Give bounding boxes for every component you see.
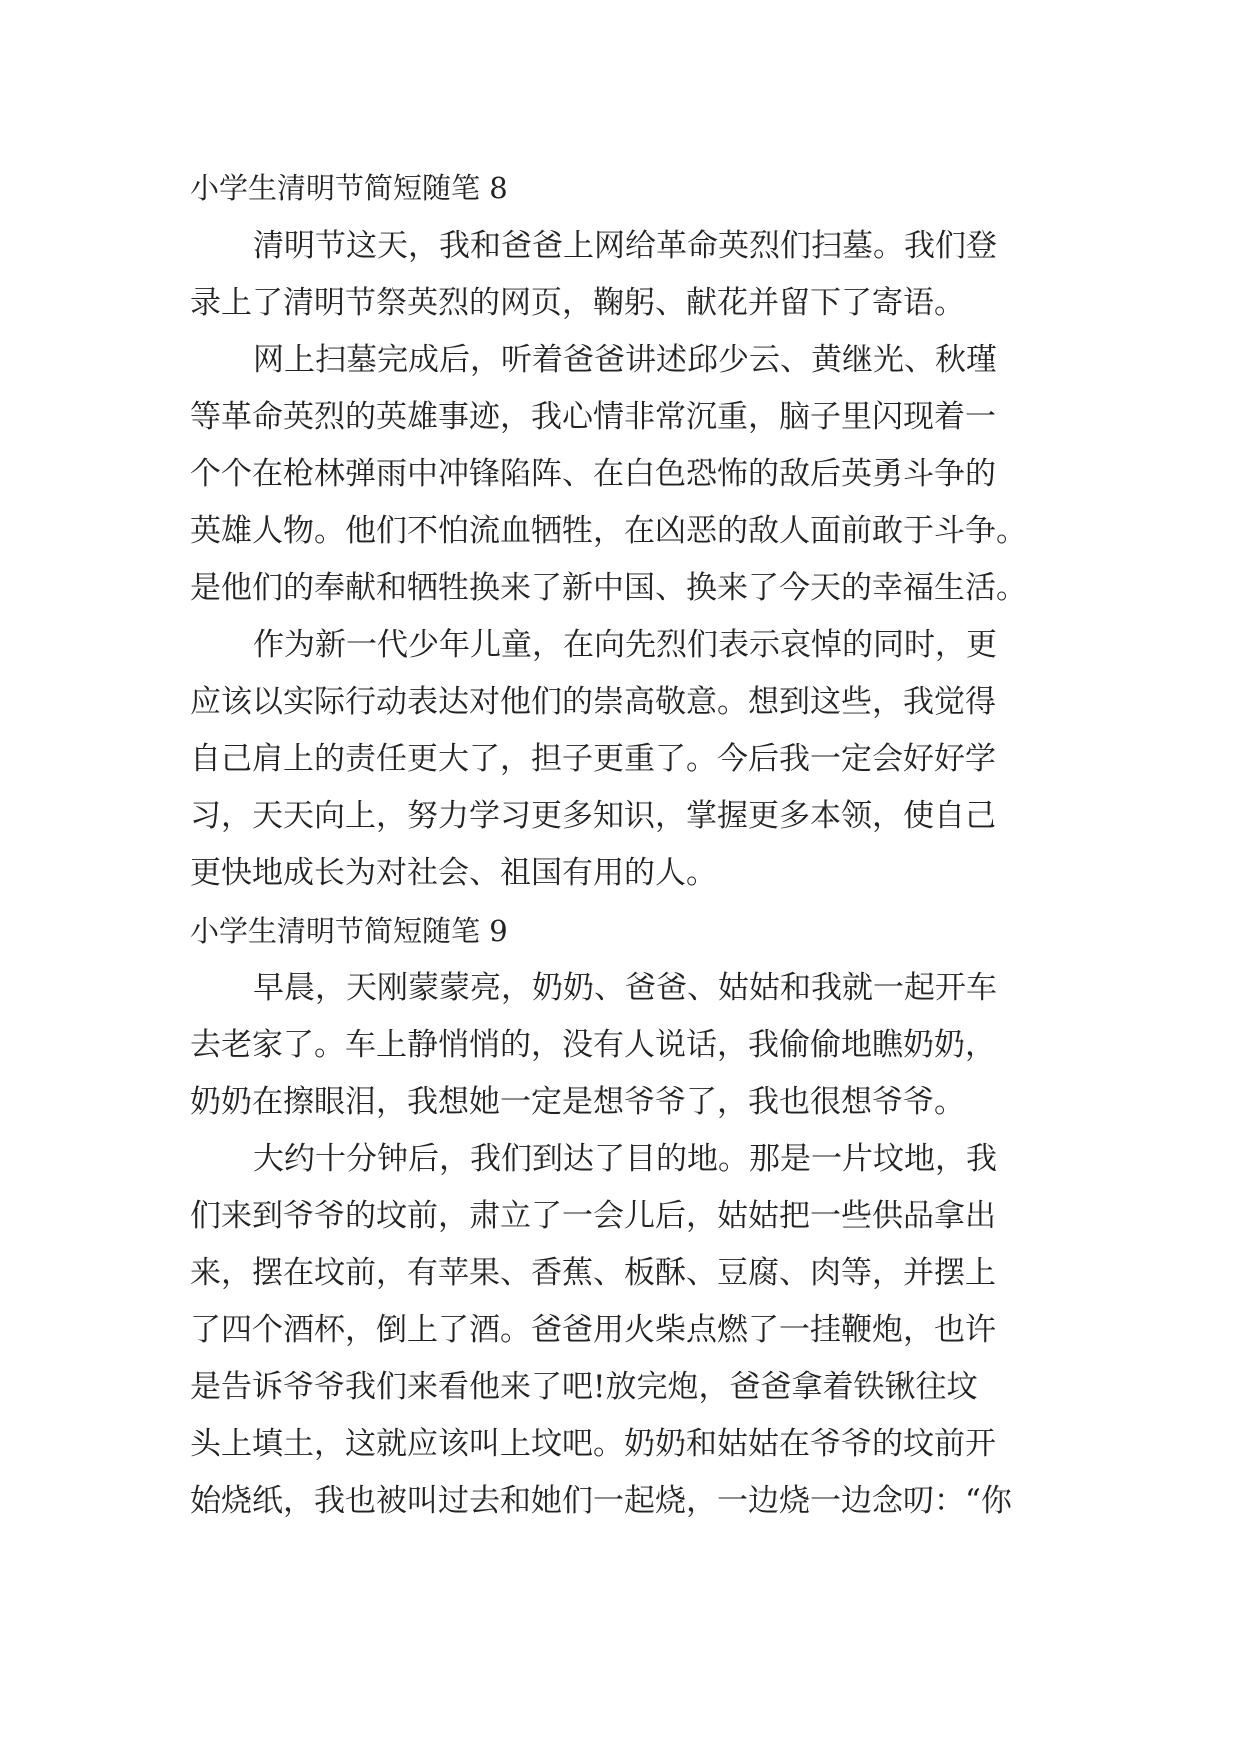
paragraph-line: 们来到爷爷的坟前，肃立了一会儿后，姑姑把一些供品拿出 [190,1198,996,1234]
paragraph-line: 是告诉爷爷我们来看他来了吧!放完炮，爸爸拿着铁锹往坟 [190,1369,978,1405]
paragraph-line: 习，天天向上，努力学习更多知识，掌握更多本领，使自己 [190,798,996,834]
paragraph-line: 录上了清明节祭英烈的网页，鞠躬、献花并留下了寄语。 [190,285,965,321]
paragraph-line: 始烧纸，我也被叫过去和她们一起烧，一边烧一边念叨：“你 [190,1483,1012,1519]
paragraph-line: 应该以实际行动表达对他们的崇高敬意。想到这些，我觉得 [190,684,996,720]
paragraph-line: 个个在枪林弹雨中冲锋陷阵、在白色恐怖的敌后英勇斗争的 [190,456,996,492]
paragraph-line: 头上填土，这就应该叫上坟吧。奶奶和姑姑在爷爷的坟前开 [190,1426,996,1462]
paragraph-line: 作为新一代少年儿童，在向先烈们表示哀悼的同时，更 [253,627,997,663]
paragraph-line: 去老家了。车上静悄悄的，没有人说话，我偷偷地瞧奶奶， [190,1027,996,1063]
paragraph-line: 清明节这天，我和爸爸上网给革命英烈们扫墓。我们登 [253,228,997,264]
paragraph-line: 来，摆在坟前，有苹果、香蕉、板酥、豆腐、肉等，并摆上 [190,1255,996,1291]
paragraph-line: 奶奶在擦眼泪，我想她一定是想爷爷了，我也很想爷爷。 [190,1084,965,1120]
paragraph-line: 大约十分钟后，我们到达了目的地。那是一片坟地，我 [253,1141,997,1177]
section-title: 小学生清明节简短随笔 9 [190,914,508,948]
paragraph-line: 了四个酒杯，倒上了酒。爸爸用火柴点燃了一挂鞭炮，也许 [190,1312,996,1348]
paragraph-line: 自己肩上的责任更大了，担子更重了。今后我一定会好好学 [190,741,996,777]
paragraph-line: 是他们的奉献和牺牲换来了新中国、换来了今天的幸福生活。 [190,570,1027,606]
paragraph-line: 早晨，天刚蒙蒙亮，奶奶、爸爸、姑姑和我就一起开车 [253,970,997,1006]
paragraph-line: 英雄人物。他们不怕流血牺牲，在凶恶的敌人面前敢于斗争。 [190,513,1027,549]
section-title: 小学生清明节简短随笔 8 [190,171,508,205]
paragraph-line: 更快地成长为对社会、祖国有用的人。 [190,855,717,891]
paragraph-line: 网上扫墓完成后，听着爸爸讲述邱少云、黄继光、秋瑾 [253,342,997,378]
paragraph-line: 等革命英烈的英雄事迹，我心情非常沉重，脑子里闪现着一 [190,399,996,435]
